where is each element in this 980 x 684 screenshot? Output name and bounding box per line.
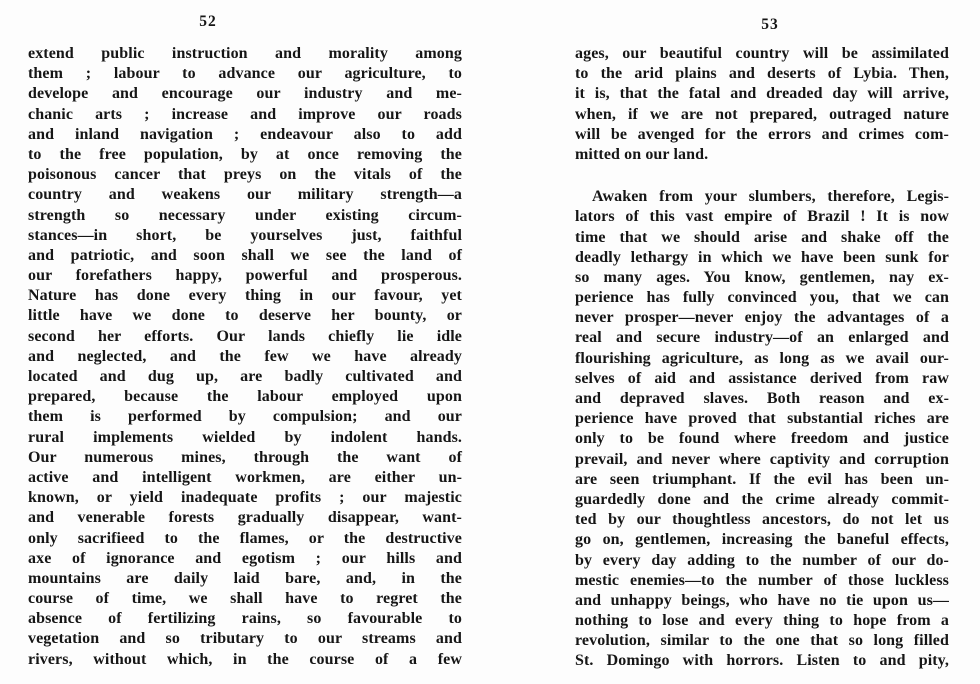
text-line: nothing to lose and every thing to hope from a [575,612,949,630]
page-number-left: 52 [199,13,217,30]
text-line: ted by our thoughtless ancestors, do not let us [575,511,949,529]
text-line: perience has fully convinced you, that we can [575,289,949,307]
text-line: will be avenged for the errors and crimes com- [575,125,949,143]
text-line: flourishing agriculture, as long as we avail our- [575,349,949,367]
text-line: located and dug up, are badly cultivated and [28,368,462,385]
text-line: real and secure industry—of an enlarged and [575,329,949,347]
text-line: vegetation and so tributary to our streams and [28,630,462,648]
text-line: St. Domingo with horrors. Listen to and pity, [575,652,949,670]
text-line: when, if we are not prepared, outraged nature [575,105,949,123]
text-line: go on, gentlemen, increasing the baneful effects, [575,531,949,549]
text-line: poisonous cancer that preys on the vitals of the [28,166,462,184]
text-line: to the free population, by at once removing the [28,145,462,163]
page-right-text-column [575,44,949,672]
text-line: known, or yield inadequate profits ; our majestic [28,489,462,507]
text-line: rural implements wielded by indolent hands. [28,428,462,446]
text-line: selves of aid and assistance derived from raw [575,369,949,387]
paragraph-left-continuation [28,44,462,670]
text-line: never prosper—never enjoy the advantages of a [575,309,949,327]
text-line: by every day adding to the number of our do- [575,551,949,569]
text-line: stances—in short, be yourselves just, faithful [28,226,462,244]
text-line: Our numerous mines, through the want of [28,448,462,466]
text-line: extend public instruction and morality among [28,45,462,62]
text-line: guardedly done and the crime already commit- [575,490,949,508]
text-line: axe of ignorance and egotism ; our hills and [28,549,462,567]
text-line: active and intelligent workmen, are either un- [28,468,462,486]
text-line: prevail, and never where captivity and corruption [575,450,949,468]
page-number-right: 53 [761,16,779,33]
text-line: rivers, without which, in the course of a few [28,650,462,668]
text-line: country and weakens our military strength—a [28,186,462,204]
text-line: chanic arts ; increase and improve our roads [28,105,462,123]
text-line: and patriotic, and soon shall we see the land of [28,246,462,264]
text-line: so many ages. You know, gentlemen, nay ex- [575,268,949,286]
text-line: it is, that the fatal and dreaded day will arrive, [575,85,949,103]
text-line: lators of this vast empire of Brazil ! It is now [575,208,949,226]
text-line: only to be found where freedom and justice [575,430,949,448]
text-line: only sacrifieed to the flames, or the destructive [28,529,462,547]
text-line: Nature has done every thing in our favour, yet [28,287,462,305]
text-line: and venerable forests gradually disappear, want- [28,509,462,527]
text-line: mitted on our land. [575,145,709,163]
text-line: second her efforts. Our lands chiefly lie idle [28,327,462,345]
text-line: deadly lethargy in which we have been sunk for [575,248,949,266]
text-line: Awaken from your slumbers, therefore, Legis- [592,188,949,206]
text-line: strength so necessary under existing circum- [28,206,462,224]
text-line: our forefathers happy, powerful and prosperous. [28,267,462,285]
text-line: little have we done to deserve her bounty, or [28,307,462,325]
text-line: and depraved slaves. Both reason and ex- [575,390,949,407]
page-left-text-column [28,44,462,670]
text-line: are seen triumphant. If the evil has been un- [575,470,949,488]
text-line: and neglected, and the few we have already [28,347,462,365]
text-line: prepared, because the labour employed upon [28,388,462,406]
text-line: them ; labour to advance our agriculture, to [28,65,462,83]
text-line: and inland navigation ; endeavour also to add [28,125,462,143]
paragraph-right-first [575,44,949,165]
text-line: to the arid plains and deserts of Lybia. Then, [575,65,949,83]
text-line: perience have proved that substantial riches are [575,410,949,428]
text-line: mestic enemies—to the number of those luckless [575,571,949,589]
text-line: ages, our beautiful country will be assimilated [575,45,949,62]
text-line: time that we should arise and shake off the [575,228,949,246]
text-line: develope and encourage our industry and me- [28,85,462,103]
text-line: and unhappy beings, who have no tie upon us— [575,591,949,609]
text-line: course of time, we shall have to regret the [28,590,462,608]
text-line: mountains are daily laid bare, and, in the [28,569,462,587]
text-line: absence of fertilizing rains, so favourable to [28,610,462,628]
text-line: revolution, similar to the one that so long filled [575,632,949,650]
text-line: them is performed by compulsion; and our [28,408,462,426]
paragraph-right-second [575,187,949,672]
